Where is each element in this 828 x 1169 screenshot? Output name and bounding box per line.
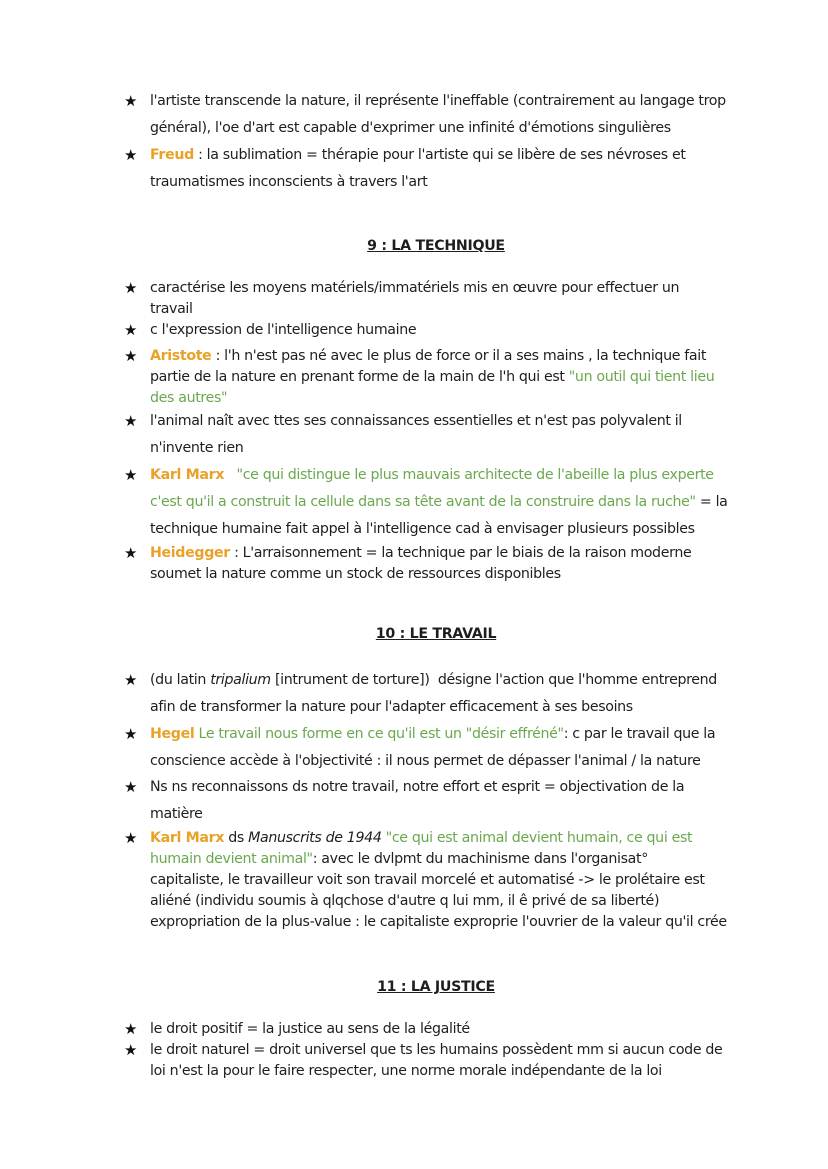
text-line: loi n'est la pour le faire respecter, une norme morale indépendante de la loi bbox=[150, 1063, 662, 1079]
text-line: Freud : la sublimation = thérapie pour l'artiste qui se libère de ses névroses et bbox=[150, 147, 686, 163]
list-item bbox=[124, 320, 760, 341]
star-bullet-icon: ★ bbox=[124, 466, 138, 484]
text-line: Ns ns reconnaissons ds notre travail, notre effort et esprit = objectivation de la bbox=[150, 779, 685, 795]
section-heading: 11 : LA JUSTICE bbox=[377, 979, 495, 995]
text-line: afin de transformer la nature pour l'adapter efficacement à ses besoins bbox=[150, 699, 633, 715]
text-line: le droit positif = la justice au sens de la légalité bbox=[150, 1021, 470, 1037]
star-bullet-icon: ★ bbox=[124, 1020, 138, 1038]
text-line: partie de la nature en prenant forme de la main de l'h qui est "un outil qui tient lieu bbox=[150, 369, 715, 385]
quote: "un outil qui tient lieu bbox=[568, 369, 715, 385]
section-heading: 9 : LA TECHNIQUE bbox=[367, 238, 505, 254]
star-bullet-icon: ★ bbox=[124, 829, 138, 847]
text-line bbox=[150, 462, 760, 489]
text-line: caractérise les moyens matériels/immatériels mis en œuvre pour effectuer un bbox=[150, 280, 680, 296]
star-bullet-icon: ★ bbox=[124, 321, 138, 339]
star-bullet-icon: ★ bbox=[124, 778, 138, 796]
text-line: c l'expression de l'intelligence humaine bbox=[150, 322, 417, 338]
quote: "ce qui est animal devient humain, ce qui est bbox=[381, 830, 693, 846]
star-bullet-icon: ★ bbox=[124, 1041, 138, 1059]
list-item bbox=[124, 1040, 760, 1082]
text-line: aliéné (individu soumis à qlqchose d'autre q lui mm, il ê privé de sa liberté) bbox=[150, 893, 660, 909]
quote: humain devient animal" bbox=[150, 851, 313, 867]
list-item bbox=[124, 774, 760, 828]
star-bullet-icon: ★ bbox=[124, 412, 138, 430]
star-bullet-icon: ★ bbox=[124, 146, 138, 164]
list-item bbox=[124, 142, 760, 196]
author-name: Karl Marx bbox=[150, 467, 225, 483]
list-item bbox=[124, 1019, 760, 1040]
text-line: le droit naturel = droit universel que ts les humains possèdent mm si aucun code de bbox=[150, 1042, 723, 1058]
quote: "ce qui distingue le plus mauvais architecte de l'abeille la plus experte bbox=[224, 467, 714, 483]
text-line: (du latin tripalium [intrument de torture]) désigne l'action que l'homme entreprend bbox=[150, 672, 717, 688]
text-line: technique humaine fait appel à l'intelligence cad à envisager plusieurs possibles bbox=[150, 521, 695, 537]
quote: des autres" bbox=[150, 390, 228, 406]
text-line: expropriation de la plus-value : le capitaliste exproprie l'ouvrier de la valeur qu'il crée bbox=[150, 914, 727, 930]
text-line: Hegel Le travail nous forme en ce qu'il est un "désir effréné": c par le travail que la bbox=[150, 726, 716, 742]
star-bullet-icon: ★ bbox=[124, 725, 138, 743]
text-line: conscience accède à l'objectivité : il nous permet de dépasser l'animal / la nature bbox=[150, 753, 701, 769]
star-bullet-icon: ★ bbox=[124, 92, 138, 110]
quote: Le travail nous forme en ce qu'il est un "désir effréné" bbox=[194, 726, 564, 742]
author-name: Heidegger bbox=[150, 545, 230, 561]
list-item bbox=[124, 543, 760, 585]
list-item bbox=[124, 408, 760, 462]
text-line: Aristote : l'h n'est pas né avec le plus de force or il a ses mains , la technique fait bbox=[150, 348, 707, 364]
list-item bbox=[124, 828, 760, 933]
text-line: Heidegger : L'arraisonnement = la technique par le biais de la raison moderne bbox=[150, 545, 692, 561]
list-item bbox=[124, 278, 760, 320]
section-heading: 10 : LE TRAVAIL bbox=[375, 626, 497, 642]
star-bullet-icon: ★ bbox=[124, 347, 138, 365]
text-line: l'artiste transcende la nature, il représente l'ineffable (contrairement au langage trop bbox=[150, 93, 726, 109]
star-bullet-icon: ★ bbox=[124, 279, 138, 297]
author-name: Freud bbox=[150, 147, 194, 163]
author-name: Aristote bbox=[150, 348, 212, 364]
text-line: travail bbox=[150, 301, 193, 317]
list-item bbox=[124, 462, 760, 543]
text-line: matière bbox=[150, 806, 203, 822]
list-item bbox=[124, 88, 760, 142]
text-line: général), l'oe d'art est capable d'exprimer une infinité d'émotions singulières bbox=[150, 120, 671, 136]
list-item bbox=[124, 721, 760, 775]
star-bullet-icon: ★ bbox=[124, 671, 138, 689]
text-line: n'invente rien bbox=[150, 440, 244, 456]
star-bullet-icon: ★ bbox=[124, 544, 138, 562]
text-line: c'est qu'il a construit la cellule dans sa tête avant de la construire dans la ruche" = la bbox=[150, 494, 728, 510]
list-item bbox=[124, 667, 760, 721]
author-name: Hegel bbox=[150, 726, 195, 742]
list-item bbox=[124, 346, 760, 409]
text-line: Karl Marx ds Manuscrits de 1944 "ce qui est animal devient humain, ce qui est bbox=[150, 830, 693, 846]
text-line: l'animal naît avec ttes ses connaissances essentielles et n'est pas polyvalent il bbox=[150, 413, 682, 429]
text-line: traumatismes inconscients à travers l'art bbox=[150, 174, 428, 190]
author-name: Karl Marx bbox=[150, 830, 225, 846]
text-line: soumet la nature comme un stock de ressources disponibles bbox=[150, 566, 561, 582]
quote: c'est qu'il a construit la cellule dans sa tête avant de la construire dans la ruche" bbox=[150, 494, 696, 510]
text-line: humain devient animal": avec le dvlpmt du machinisme dans l'organisat° bbox=[150, 851, 648, 867]
text-line: capitaliste, le travailleur voit son travail morcelé et automatisé -> le prolétaire est bbox=[150, 872, 705, 888]
